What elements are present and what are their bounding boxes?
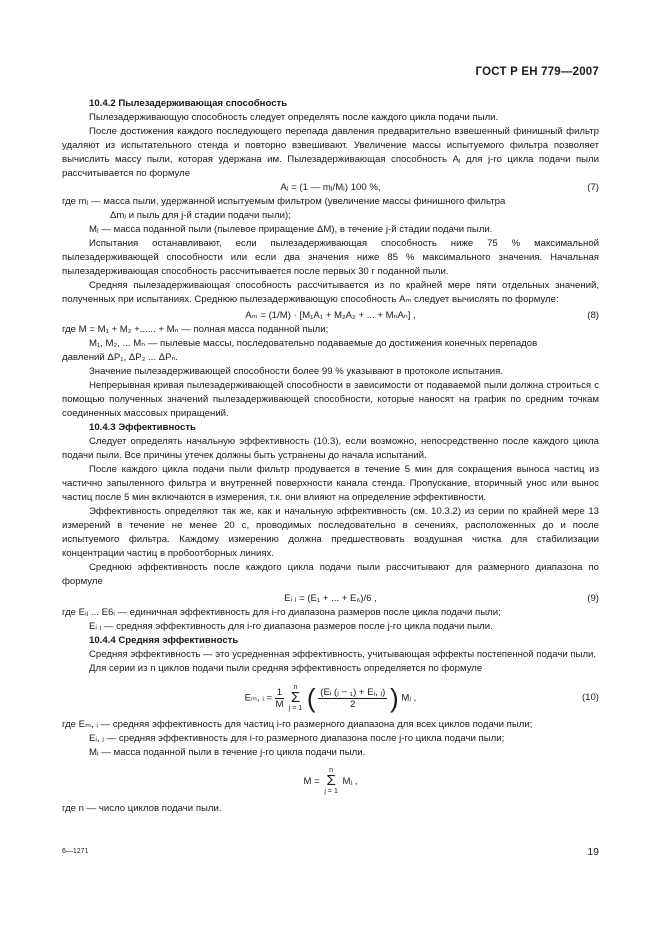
definition: где Eₘ, ᵢ — средняя эффективность для частиц i-го размерного диапазона для всех циклов подачи пыли; <box>62 719 533 730</box>
footer-print-code: 6—1271 <box>62 848 89 855</box>
definition: где n — число циклов подачи пыли. <box>62 803 222 814</box>
paragraph: Пылезадерживающую способность следует определять после каждого цикла подачи пыли. <box>89 112 499 123</box>
sum-upper: n <box>293 684 298 691</box>
definition: где Eᵢⱼ ... E6ᵢ — единичная эффективность для i-го диапазона размеров после цикла подачи пыли; <box>62 607 501 618</box>
fraction-numerator: (Eᵢ (ⱼ − ₁) + Eᵢ, ⱼ) <box>320 686 386 698</box>
definition: Mⱼ — масса поданной пыли (пылевое приращение ΔM), в течение j-й стадии подачи пыли. <box>89 224 493 235</box>
paragraph: После каждого цикла подачи пыли фильтр продувается в течение 5 мин для сокращения выноса частиц из частично запыленного фильтра и внутренней поверхности канала стенда. Пропускание, вторичный унос или вынос частиц после 5 мин включаются в измерения, т.к. они влияют на определение эффективности. <box>62 464 599 503</box>
fraction-denominator: 2 <box>350 698 356 710</box>
paragraph: Следует определять начальную эффективность (10.3), если возможно, непосредственно после каждого цикла подачи пыли. Все причины утечек должны быть устранены до начала испытаний. <box>62 436 599 461</box>
definition: Δmⱼ и пыль для j-й стадии подачи пыли); <box>110 210 291 221</box>
paragraph: Среднюю эффективность после каждого цикла подачи пыли рассчитывают для размерного диапазона по формуле <box>62 562 599 587</box>
formula-lhs: Eₘ, ᵢ = <box>244 692 273 704</box>
formula-text: Aⱼ = (1 — mⱼ/Mⱼ) 100 %, <box>280 182 381 193</box>
definition: где mⱼ — масса пыли, удержанной испытуемым фильтром (увеличение массы финишного фильтра <box>62 196 506 207</box>
formula-tail: Mⱼ , <box>401 692 417 704</box>
formula-number: (7) <box>587 182 599 193</box>
formula-7 <box>62 181 599 195</box>
paragraph: Непрерывная кривая пылезадерживающей способности в зависимости от подаваемой пыли должна строиться с помощью полученных значений пылезадерживающей способности, которые наносят на график по средним точкам соединенных массовых приращений. <box>62 380 599 419</box>
definition: Eᵢ, ⱼ — средняя эффективность для i-го размерного диапазона после j-го цикла подачи пыли; <box>89 733 505 744</box>
definition: давлений ΔP₁, ΔP₂ ... ΔPₙ. <box>62 352 178 363</box>
definition: M₁, M₂, ... Mₙ — пылевые массы, последовательно подаваемые до достижения конечных перепадов <box>89 338 538 349</box>
document-body <box>62 97 599 816</box>
paragraph: Значение пылезадерживающей способности более 99 % указывают в протоколе испытания. <box>89 366 504 377</box>
formula-tail: Mⱼ , <box>342 776 358 787</box>
paragraph: Средняя эффективность — это усредненная эффективность, учитывающая эффекты постепенной подачи пыли. <box>89 649 597 660</box>
formula-8 <box>62 309 599 323</box>
definition: Eᵢ ⱼ — средняя эффективность для i-го диапазона размеров после j-го цикла подачи пыли. <box>89 621 493 632</box>
formula-text: Aₘ = (1/M) · [M₁A₁ + M₂A₂ + ... + MₙAₙ] , <box>245 310 416 321</box>
definition: где M = M₁ + M₂ +...... + Mₙ — полная масса поданной пыли; <box>62 324 329 335</box>
sum-upper: n <box>329 767 334 775</box>
formula-9 <box>62 592 599 606</box>
section-heading-10-4-2: 10.4.2 Пылезадерживающая способность <box>89 98 288 109</box>
summation <box>324 767 337 795</box>
fraction-denominator: M <box>275 698 284 710</box>
left-paren-icon: ( <box>306 683 316 713</box>
formula-number: (10) <box>581 692 599 703</box>
formula-10 <box>62 678 599 718</box>
fraction-1-over-M <box>275 687 284 710</box>
formula-11 <box>62 762 599 802</box>
paragraph: Эффективность определяют так же, как и начальную эффективность (см. 10.3.2) из серии по крайней мере 13 измерений в течение не менее 20 с, проводимых последовательно в сечениях, расположенных до и после испытуемого фильтра. Каждому измерению должна предшествовать воздушная чистка для стабилизации концентрации частиц в пробоотборных линиях. <box>62 506 599 559</box>
page-number: 19 <box>587 846 599 858</box>
section-heading-10-4-4: 10.4.4 Средняя эффективность <box>89 635 239 646</box>
paragraph: Средняя пылезадерживающая способность рассчитывается из по крайней мере пяти отдельных значений, полученных при испытаниях. Среднюю пылезадерживающую способность Aₘ следует вычислять по формуле: <box>62 280 599 305</box>
sigma-icon: Σ <box>326 772 336 790</box>
right-paren-icon: ) <box>390 683 399 713</box>
sum-lower: j = 1 <box>288 705 303 712</box>
definition: Mⱼ — масса поданной пыли в течение j-го цикла подачи пыли. <box>89 747 366 758</box>
summation <box>289 684 302 712</box>
formula-number: (8) <box>587 310 599 321</box>
formula-number: (9) <box>587 593 599 604</box>
paragraph: Для серии из n циклов подачи пыли средняя эффективность определяется по формуле <box>89 663 483 674</box>
fraction-numerator: 1 <box>276 686 283 698</box>
sum-lower: j = 1 <box>324 788 338 796</box>
paragraph: После достижения каждого последующего перепада давления предварительно взвешенный финишный фильтр удаляют из испытательного стенда и повторно взвешивают. Увеличение массы испытуемого фильтра позволяет вычислить массу пыли, которая удержана им. Пылезадерживающая способность Aⱼ для j-го цикла подачи пыли рассчитывается по формуле <box>62 126 599 179</box>
paragraph: Испытания останавливают, если пылезадерживающая способность ниже 75 % максимальной пылезадерживающей способности или если два значения ниже 85 % максимального значения. Начальная пылезадерживающая способность рассчитывается после первых 30 г поданной пыли. <box>62 238 599 277</box>
section-heading-10-4-3: 10.4.3 Эффективность <box>89 422 196 433</box>
formula-lhs: M = <box>303 776 320 787</box>
formula-text: Eᵢ ⱼ = (E₁ + ... + E₆)/6 , <box>284 593 377 604</box>
standard-code: ГОСТ Р ЕН 779—2007 <box>475 66 599 78</box>
fraction-term <box>318 687 387 710</box>
sigma-icon: Σ <box>290 689 301 706</box>
